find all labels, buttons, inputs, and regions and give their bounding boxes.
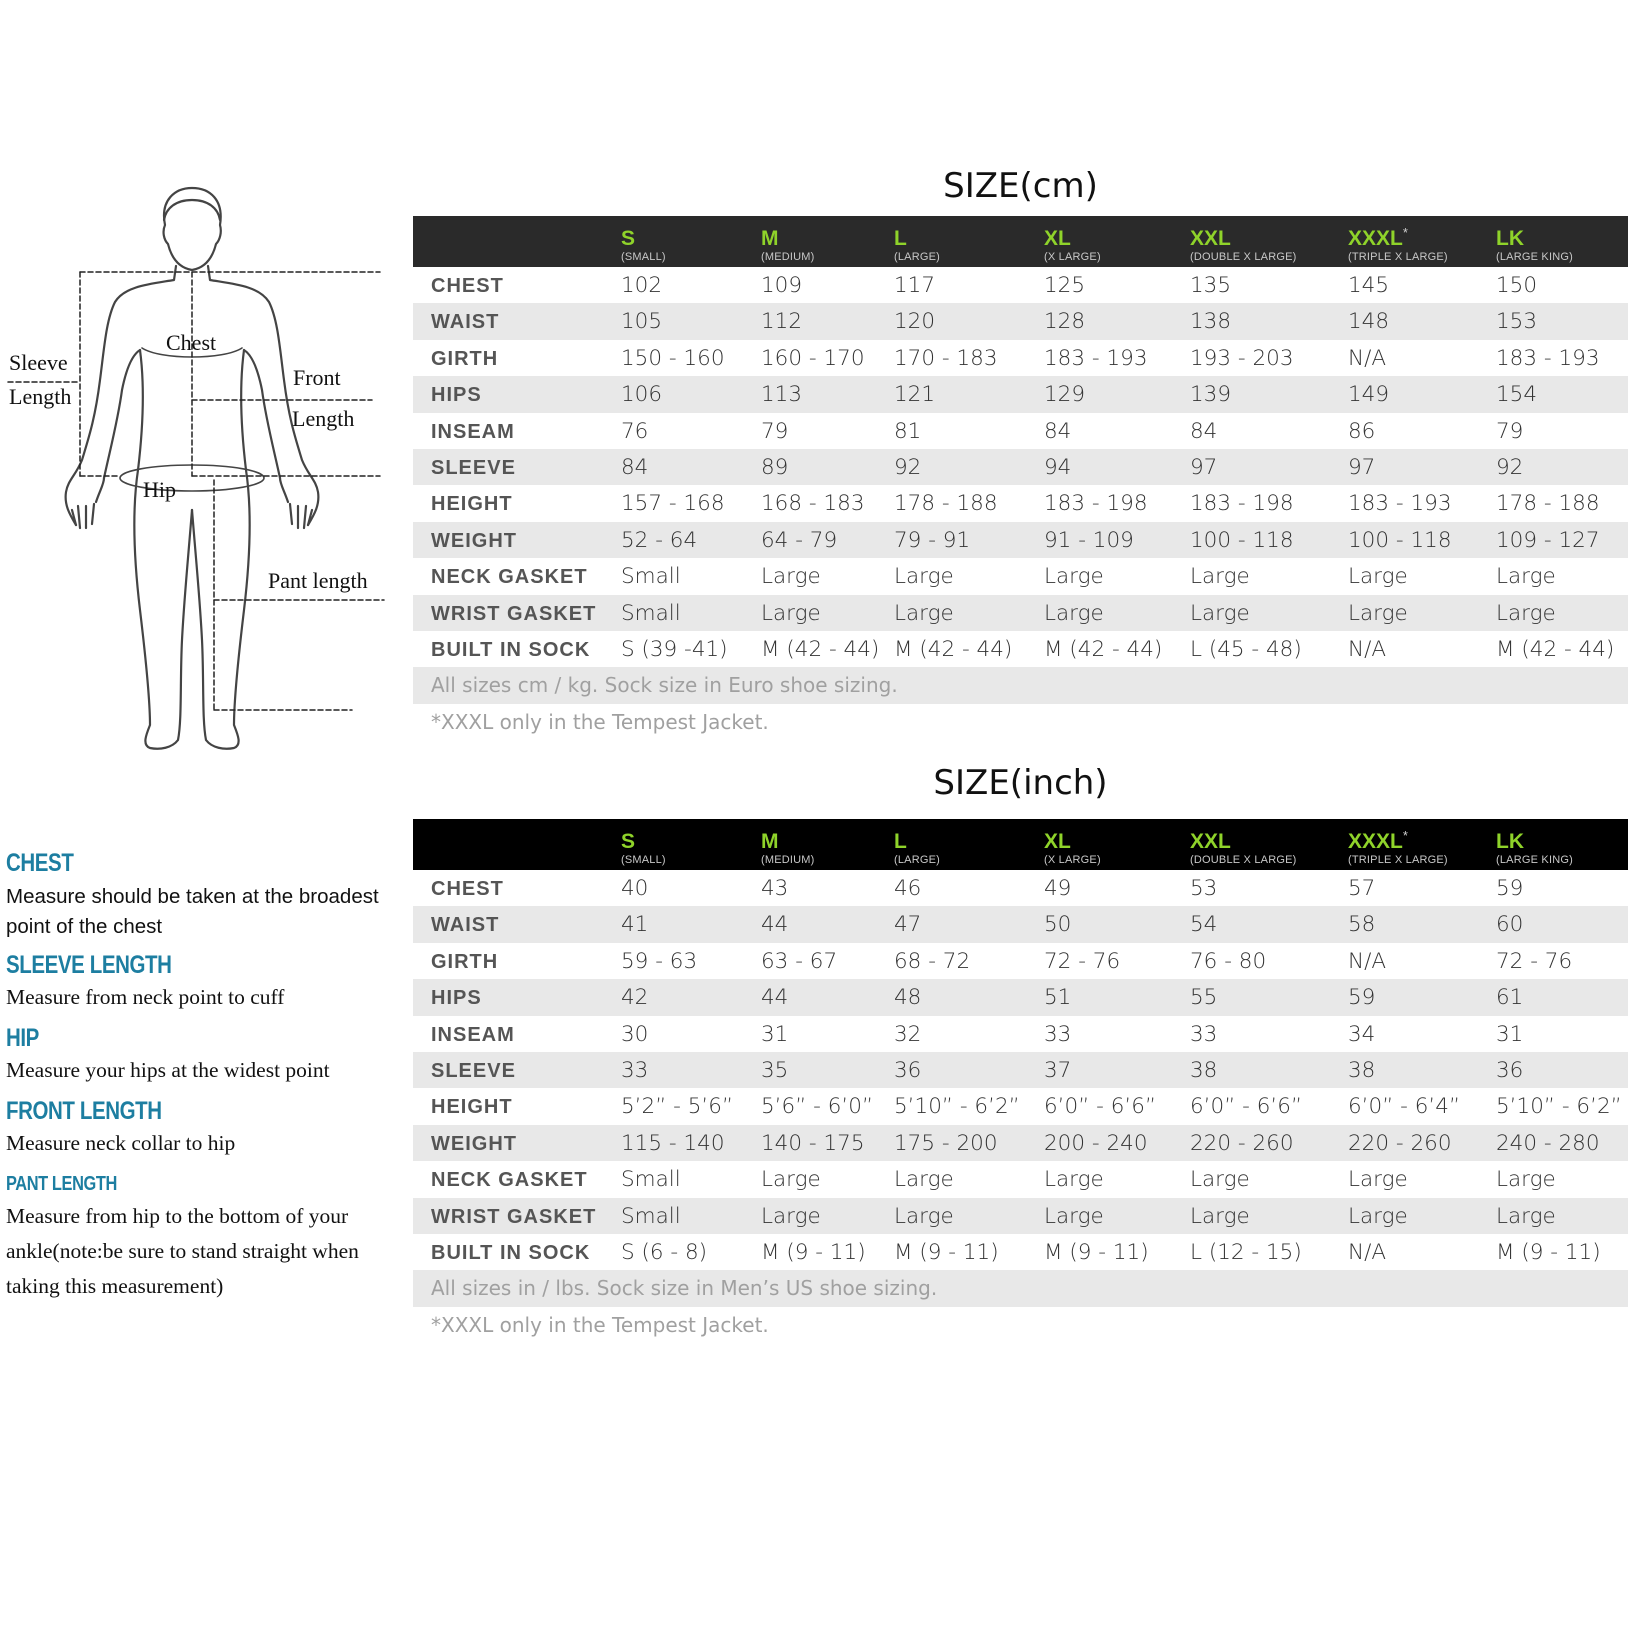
- table-row: [413, 267, 1628, 303]
- table-header: [413, 216, 1628, 267]
- table-cell: 112: [761, 309, 803, 335]
- table-cell: 76: [621, 418, 649, 444]
- table-cell: 117: [894, 273, 936, 298]
- table-cell: 44: [761, 985, 789, 1011]
- row-label: CHEST: [431, 275, 504, 297]
- row-label: BUILT IN SOCK: [431, 638, 591, 661]
- size-code: M: [761, 227, 779, 250]
- table-cell: 40: [621, 876, 649, 901]
- table-cell: 115 - 140: [621, 1130, 725, 1156]
- table-cell: 46: [894, 876, 922, 901]
- table-cell: 89: [761, 454, 789, 480]
- table-row: [413, 979, 1628, 1015]
- table-cell: 30: [621, 1021, 649, 1047]
- size-description: (LARGE KING): [1496, 854, 1573, 866]
- table-cell: 220 - 260: [1348, 1130, 1452, 1156]
- table-title-inch: SIZE(inch): [933, 763, 1108, 803]
- table-cell: 170 - 183: [894, 345, 998, 371]
- table-cell: 51: [1044, 985, 1072, 1011]
- size-code-wrap: [621, 222, 666, 250]
- size-code-wrap: [621, 825, 666, 853]
- table-cell: 138: [1190, 309, 1232, 335]
- size-code-wrap: [1044, 222, 1101, 250]
- table-cell: 84: [1044, 418, 1072, 444]
- table-cell: 33: [1190, 1021, 1218, 1047]
- row-label: HIPS: [431, 987, 482, 1010]
- table-cell: Large: [1044, 1203, 1104, 1229]
- table-row: [413, 870, 1628, 906]
- table-cell: Large: [1190, 1167, 1250, 1193]
- table-cell: Large: [894, 600, 954, 626]
- definition-sleeve-length: [6, 950, 401, 1015]
- table-cell: 33: [1044, 1021, 1072, 1047]
- table-cell: 61: [1496, 985, 1524, 1011]
- table-cell: 79 - 91: [894, 527, 971, 553]
- table-cell: 109: [761, 273, 803, 298]
- table-cell: Small: [621, 1167, 681, 1193]
- table-cell: Large: [1496, 1203, 1556, 1229]
- table-cell: 50: [1044, 912, 1072, 938]
- table-title-cm: SIZE(cm): [943, 166, 1098, 206]
- table-cell: 42: [621, 985, 649, 1011]
- definition-text: Measure from hip to the bottom of your ankle(note:be sure to stand straight when taking this measurement): [6, 1204, 359, 1298]
- table-cell: S (39 -41): [621, 636, 728, 662]
- table-cell: 60: [1496, 912, 1524, 938]
- table-cell: Large: [1496, 1167, 1556, 1193]
- table-cell: 200 - 240: [1044, 1130, 1148, 1156]
- size-description: (MEDIUM): [761, 251, 815, 263]
- size-code: LK: [1496, 830, 1524, 853]
- table-cell: M (9 - 11): [894, 1239, 999, 1265]
- definition-text: Measure your hips at the widest point: [6, 1058, 330, 1082]
- size-code: LK: [1496, 227, 1524, 250]
- row-label: BUILT IN SOCK: [431, 1241, 591, 1264]
- definition-text: Measure should be taken at the broadest point of the chest: [6, 885, 379, 938]
- table-cell: 193 - 203: [1190, 345, 1294, 371]
- table-cell: Large: [1190, 1203, 1250, 1229]
- table-cell: 5’10” - 6’2”: [894, 1094, 1020, 1120]
- table-cell: Large: [761, 1167, 821, 1193]
- table-cell: 68 - 72: [894, 948, 971, 974]
- table-header: [413, 819, 1628, 870]
- table-cell: Large: [1348, 1203, 1408, 1229]
- size-column-header: [1190, 825, 1297, 867]
- size-column-header: [894, 825, 940, 867]
- table-cell: 183 - 193: [1044, 345, 1148, 371]
- size-description: (LARGE): [894, 251, 941, 263]
- table-row: [413, 595, 1628, 631]
- table-row: [413, 449, 1628, 485]
- size-asterisk: *: [1402, 225, 1408, 240]
- table-cell: 31: [761, 1021, 789, 1047]
- row-label: WAIST: [431, 311, 500, 334]
- definition-title: SLEEVE LENGTH: [6, 951, 172, 979]
- size-code-wrap: [1496, 222, 1573, 250]
- row-label: HEIGHT: [431, 1096, 513, 1119]
- table-cell: 43: [761, 876, 789, 901]
- label-sleeve-length: Length: [9, 384, 72, 409]
- row-label: WRIST GASKET: [431, 1205, 597, 1228]
- table-cell: 109 - 127: [1496, 527, 1600, 553]
- table-cell: Large: [1496, 564, 1556, 590]
- row-label: WAIST: [431, 914, 500, 937]
- table-cell: 41: [621, 912, 649, 938]
- table-cell: 128: [1044, 309, 1086, 335]
- table-cell: 160 - 170: [761, 345, 865, 371]
- size-description: (TRIPLE X LARGE): [1348, 251, 1448, 263]
- table-cell: 150: [1496, 273, 1538, 298]
- table-cell: 168 - 183: [761, 491, 865, 517]
- size-column-header: [761, 222, 815, 264]
- table-cell: 148: [1348, 309, 1390, 335]
- table-cell: N/A: [1348, 636, 1387, 662]
- definition-text: Measure neck collar to hip: [6, 1131, 236, 1155]
- table-cell: 220 - 260: [1190, 1130, 1294, 1156]
- size-column-header: [894, 222, 940, 264]
- size-description: (SMALL): [621, 251, 666, 263]
- size-table-cm: [413, 216, 1628, 740]
- row-label: WEIGHT: [431, 529, 517, 552]
- table-cell: M (42 - 44): [894, 636, 1013, 662]
- table-cell: 97: [1190, 454, 1218, 480]
- table-row: [413, 1016, 1628, 1052]
- table-cell: 86: [1348, 418, 1376, 444]
- size-code: S: [621, 227, 636, 250]
- table-cell: 52 - 64: [621, 527, 698, 553]
- size-description: (LARGE KING): [1496, 251, 1573, 263]
- table-cell: N/A: [1348, 1239, 1387, 1265]
- table-cell: 150 - 160: [621, 345, 725, 371]
- size-code-wrap: [1348, 825, 1448, 853]
- measurement-definitions: [6, 848, 401, 1304]
- size-code-wrap: [761, 825, 815, 853]
- table-cell: N/A: [1348, 345, 1387, 371]
- row-label: GIRTH: [431, 347, 499, 370]
- table-cell: 183 - 193: [1348, 491, 1452, 517]
- size-column-header: [1348, 222, 1448, 264]
- table-cell: M (9 - 11): [761, 1239, 866, 1265]
- table-cell: 113: [761, 382, 803, 408]
- size-asterisk: *: [1402, 828, 1408, 843]
- row-label: HIPS: [431, 384, 482, 407]
- row-label: HEIGHT: [431, 493, 513, 516]
- size-column-header: [621, 825, 666, 867]
- body-measurement-figure: [0, 180, 400, 780]
- row-label: CHEST: [431, 878, 504, 900]
- table-cell: 183 - 198: [1190, 491, 1294, 517]
- size-column-header: [1044, 222, 1101, 264]
- human-body-outline-icon: [0, 180, 400, 780]
- table-row: [413, 522, 1628, 558]
- table-cell: L (45 - 48): [1190, 636, 1302, 662]
- table-cell: 149: [1348, 382, 1390, 408]
- table-cell: 94: [1044, 454, 1072, 480]
- table-row: [413, 906, 1628, 942]
- table-row: [413, 413, 1628, 449]
- table-cell: Small: [621, 600, 681, 626]
- table-row: [413, 376, 1628, 412]
- size-column-header: [1496, 825, 1573, 867]
- table-cell: 91 - 109: [1044, 527, 1134, 553]
- size-code: XXXL: [1348, 830, 1403, 853]
- table-cell: 175 - 200: [894, 1130, 998, 1156]
- table-cell: 102: [621, 273, 663, 298]
- label-front-length: Length: [292, 406, 355, 431]
- table-cell: 125: [1044, 273, 1086, 298]
- table-cell: Large: [1190, 564, 1250, 590]
- table-cell: 59: [1496, 876, 1524, 901]
- size-column-header: [1348, 825, 1448, 867]
- table-units-note: All sizes in / lbs. Sock size in Men’s US shoe sizing.: [413, 1270, 1628, 1306]
- table-row: [413, 1198, 1628, 1234]
- table-cell: 84: [621, 454, 649, 480]
- table-row: [413, 303, 1628, 339]
- table-cell: 76 - 80: [1190, 948, 1267, 974]
- size-code: L: [894, 830, 907, 853]
- definition-chest: [6, 848, 401, 942]
- table-cell: 79: [1496, 418, 1524, 444]
- table-cell: M (42 - 44): [1044, 636, 1163, 662]
- size-code: XXXL: [1348, 227, 1403, 250]
- table-cell: Small: [621, 564, 681, 590]
- table-cell: 92: [1496, 454, 1524, 480]
- size-code: S: [621, 830, 636, 853]
- definition-pant-length: [6, 1169, 401, 1304]
- size-description: (DOUBLE X LARGE): [1190, 251, 1297, 263]
- table-cell: 178 - 188: [894, 491, 998, 517]
- table-cell: 120: [894, 309, 936, 335]
- size-column-header: [1044, 825, 1101, 867]
- table-cell: 157 - 168: [621, 491, 725, 517]
- row-label: INSEAM: [431, 1023, 515, 1046]
- table-cell: Large: [1348, 1167, 1408, 1193]
- table-cell: 6’0” - 6’6”: [1190, 1094, 1303, 1120]
- table-cell: S (6 - 8): [621, 1239, 708, 1265]
- row-label: WEIGHT: [431, 1132, 517, 1155]
- size-code-wrap: [1044, 825, 1101, 853]
- table-cell: 154: [1496, 382, 1538, 408]
- row-label: SLEEVE: [431, 456, 516, 479]
- table-cell: 53: [1190, 876, 1218, 901]
- label-front: Front: [293, 365, 341, 390]
- table-row: [413, 340, 1628, 376]
- table-cell: N/A: [1348, 948, 1387, 974]
- table-cell: 63 - 67: [761, 948, 838, 974]
- label-pant-length: Pant length: [268, 568, 368, 593]
- table-cell: 31: [1496, 1021, 1524, 1047]
- table-cell: Large: [1044, 564, 1104, 590]
- table-cell: 105: [621, 309, 663, 335]
- definition-title: HIP: [6, 1024, 39, 1052]
- table-cell: Large: [894, 1203, 954, 1229]
- table-row: [413, 943, 1628, 979]
- definition-title: PANT LENGTH: [6, 1173, 117, 1195]
- table-cell: Small: [621, 1203, 681, 1229]
- table-cell: 5’10” - 6’2”: [1496, 1094, 1622, 1120]
- table-cell: 47: [894, 912, 922, 938]
- table-cell: 38: [1348, 1057, 1376, 1083]
- definition-title: CHEST: [6, 849, 74, 877]
- table-cell: M (9 - 11): [1044, 1239, 1149, 1265]
- table-cell: 6’0” - 6’4”: [1348, 1094, 1461, 1120]
- table-cell: Large: [1044, 1167, 1104, 1193]
- table-cell: 5’2” - 5’6”: [621, 1094, 734, 1120]
- size-code-wrap: [1496, 825, 1573, 853]
- size-code: M: [761, 830, 779, 853]
- size-code-wrap: [894, 222, 940, 250]
- table-cell: 106: [621, 382, 663, 408]
- row-label: GIRTH: [431, 950, 499, 973]
- size-column-header: [1496, 222, 1573, 264]
- table-cell: M (42 - 44): [1496, 636, 1615, 662]
- table-row: [413, 1234, 1628, 1270]
- size-column-header: [621, 222, 666, 264]
- table-row: [413, 485, 1628, 521]
- table-row: [413, 1052, 1628, 1088]
- definition-text: Measure from neck point to cuff: [6, 985, 285, 1009]
- size-code: XXL: [1190, 830, 1231, 853]
- table-cell: 100 - 118: [1190, 527, 1294, 553]
- table-cell: 34: [1348, 1021, 1376, 1047]
- definition-title: FRONT LENGTH: [6, 1097, 162, 1125]
- row-label: INSEAM: [431, 420, 515, 443]
- table-cell: 33: [621, 1057, 649, 1083]
- table-cell: 240 - 280: [1496, 1130, 1600, 1156]
- table-cell: 153: [1496, 309, 1538, 335]
- size-column-header: [761, 825, 815, 867]
- table-units-note: All sizes cm / kg. Sock size in Euro shoe sizing.: [413, 667, 1628, 703]
- table-cell: Large: [1190, 600, 1250, 626]
- size-code-wrap: [1190, 222, 1297, 250]
- table-cell: 183 - 198: [1044, 491, 1148, 517]
- table-cell: 49: [1044, 876, 1072, 901]
- table-row: [413, 631, 1628, 667]
- table-cell: 81: [894, 418, 922, 444]
- table-cell: 140 - 175: [761, 1130, 865, 1156]
- table-cell: 32: [894, 1021, 922, 1047]
- size-code: XL: [1044, 830, 1071, 853]
- size-description: (TRIPLE X LARGE): [1348, 854, 1448, 866]
- table-cell: 100 - 118: [1348, 527, 1452, 553]
- table-cell: 139: [1190, 382, 1232, 408]
- table-cell: 58: [1348, 912, 1376, 938]
- table-cell: 37: [1044, 1057, 1072, 1083]
- table-cell: 55: [1190, 985, 1218, 1011]
- table-cell: 59: [1348, 985, 1376, 1011]
- table-cell: Large: [1348, 600, 1408, 626]
- size-description: (MEDIUM): [761, 854, 815, 866]
- size-code-wrap: [761, 222, 815, 250]
- table-cell: 178 - 188: [1496, 491, 1600, 517]
- table-cell: Large: [1348, 564, 1408, 590]
- table-cell: 38: [1190, 1057, 1218, 1083]
- table-footnote: *XXXL only in the Tempest Jacket.: [431, 1312, 769, 1337]
- table-cell: 36: [894, 1057, 922, 1083]
- table-cell: 135: [1190, 273, 1232, 298]
- size-description: (X LARGE): [1044, 854, 1101, 866]
- table-cell: 44: [761, 912, 789, 938]
- table-cell: L (12 - 15): [1190, 1239, 1302, 1265]
- size-description: (X LARGE): [1044, 251, 1101, 263]
- table-cell: 183 - 193: [1496, 345, 1600, 371]
- table-row: [413, 1161, 1628, 1197]
- table-cell: 48: [894, 985, 922, 1011]
- table-cell: M (42 - 44): [761, 636, 880, 662]
- row-label: NECK GASKET: [431, 566, 588, 589]
- label-chest: Chest: [166, 330, 217, 355]
- table-cell: 92: [894, 454, 922, 480]
- size-code-wrap: [1190, 825, 1297, 853]
- size-code: XXL: [1190, 227, 1231, 250]
- table-cell: Large: [1044, 600, 1104, 626]
- size-description: (DOUBLE X LARGE): [1190, 854, 1297, 866]
- table-cell: Large: [1496, 600, 1556, 626]
- table-cell: Large: [894, 1167, 954, 1193]
- table-cell: 35: [761, 1057, 789, 1083]
- table-row: [413, 558, 1628, 594]
- table-cell: 59 - 63: [621, 948, 698, 974]
- table-cell: 84: [1190, 418, 1218, 444]
- size-description: (SMALL): [621, 854, 666, 866]
- table-cell: 6’0” - 6’6”: [1044, 1094, 1157, 1120]
- table-row: [413, 1125, 1628, 1161]
- table-cell: 54: [1190, 912, 1218, 938]
- row-label: SLEEVE: [431, 1059, 516, 1082]
- definition-front-length: [6, 1096, 401, 1161]
- table-cell: 5’6” - 6’0”: [761, 1094, 874, 1120]
- table-cell: 129: [1044, 382, 1086, 408]
- size-code-wrap: [894, 825, 940, 853]
- table-cell: 121: [894, 382, 936, 408]
- size-code-wrap: [1348, 222, 1448, 250]
- table-footnote: *XXXL only in the Tempest Jacket.: [431, 709, 769, 734]
- size-column-header: [1190, 222, 1297, 264]
- label-sleeve: Sleeve: [9, 350, 68, 375]
- table-cell: M (9 - 11): [1496, 1239, 1601, 1265]
- row-label: WRIST GASKET: [431, 602, 597, 625]
- table-cell: 97: [1348, 454, 1376, 480]
- row-label: NECK GASKET: [431, 1169, 588, 1192]
- table-cell: 57: [1348, 876, 1376, 901]
- size-table-inch: [413, 819, 1628, 1343]
- label-hip: Hip: [143, 477, 176, 502]
- table-cell: 72 - 76: [1496, 948, 1573, 974]
- table-cell: 64 - 79: [761, 527, 838, 553]
- table-row: [413, 1088, 1628, 1124]
- table-cell: 72 - 76: [1044, 948, 1121, 974]
- definition-hip: [6, 1023, 401, 1088]
- size-code: XL: [1044, 227, 1071, 250]
- size-description: (LARGE): [894, 854, 941, 866]
- table-cell: Large: [761, 600, 821, 626]
- table-cell: 79: [761, 418, 789, 444]
- table-cell: Large: [761, 1203, 821, 1229]
- table-cell: Large: [894, 564, 954, 590]
- table-cell: 145: [1348, 273, 1390, 298]
- size-code: L: [894, 227, 907, 250]
- table-cell: Large: [761, 564, 821, 590]
- table-cell: 36: [1496, 1057, 1524, 1083]
